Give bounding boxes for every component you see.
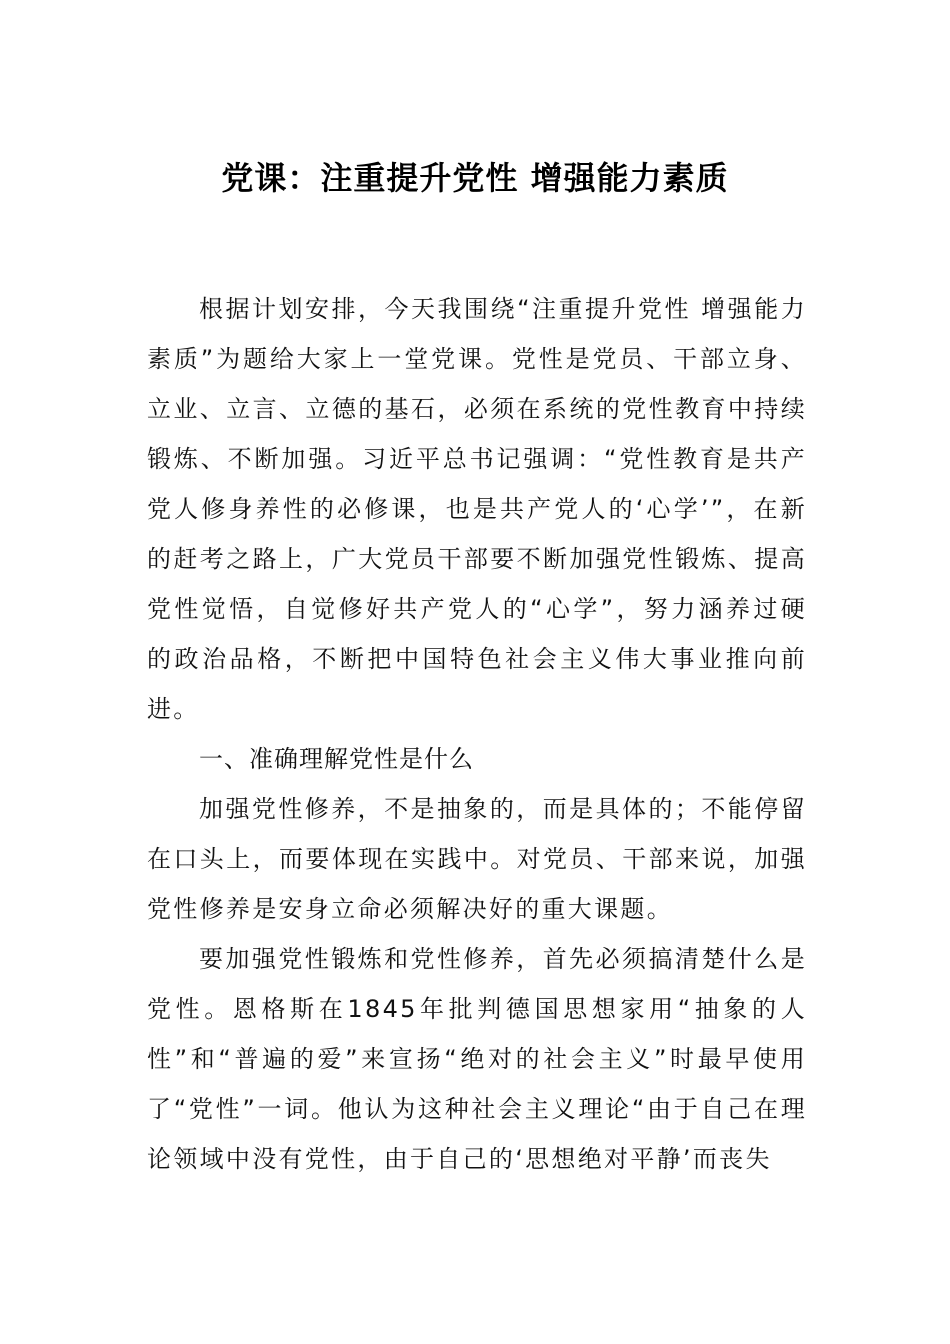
section-heading-1: 一、准确理解党性是什么 (199, 745, 474, 773)
document-body (147, 284, 807, 1184)
paragraph-intro: 根据计划安排，今天我围绕“注重提升党性 增强能力素质”为题给大家上一堂党课。党性是党员、干部立身、立业、立言、立德的基石，必须在系统的党性教育中持续锻炼、不断加强。习近平总书记强调：“党性教育是共产党人修身养性的必修课，也是共产党人的‘心学’”，在新的赶考之路上，广大党员干部要不断加强党性锻炼、提高党性觉悟，自觉修好共产党人的“心学”，努力涵养过硬的政治品格，不断把中国特色社会主义伟大事业推向前进。 (147, 295, 807, 723)
paragraph-engels-origin: 要加强党性锻炼和党性修养，首先必须搞清楚什么是党性。恩格斯在1845年批判德国思想家用“抽象的人性”和“普遍的爱”来宣扬“绝对的社会主义”时最早使用了“党性”一词。他认为这种社会主义理论“由于自己在理论领域中没有党性，由于自己的‘思想绝对平静’而丧失 (147, 945, 807, 1173)
document-title: 党课：注重提升党性 增强能力素质 (221, 159, 729, 197)
paragraph-party-spirit-concrete: 加强党性修养，不是抽象的，而是具体的；不能停留在口头上，而要体现在实践中。对党员、干部来说，加强党性修养是安身立命必须解决好的重大课题。 (147, 795, 807, 923)
